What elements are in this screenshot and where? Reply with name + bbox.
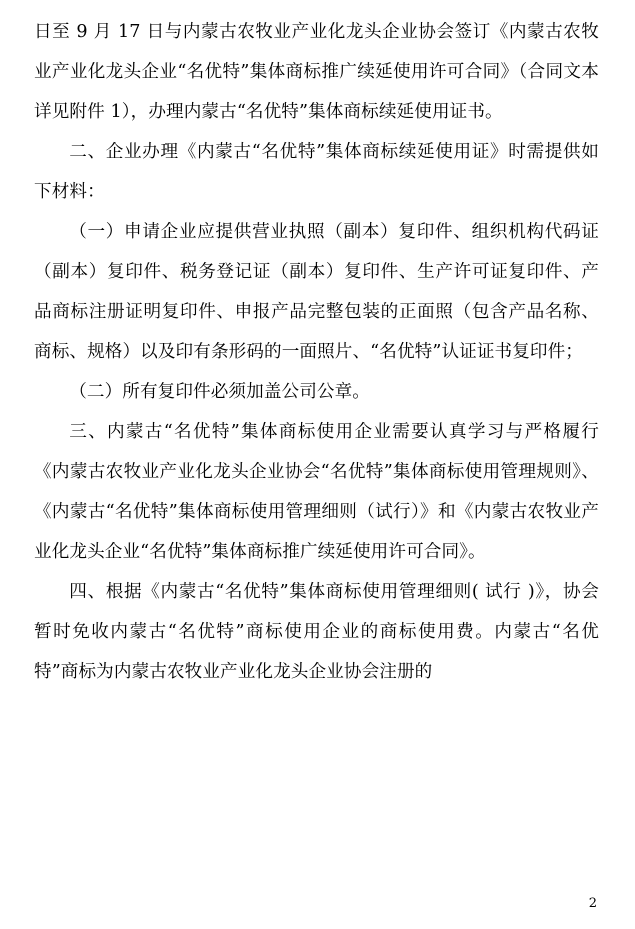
paragraph: 四、根据《内蒙古“名优特”集体商标使用管理细则( 试行 )》，协会暂时免收内蒙古“名优特”商标使用企业的商标使用费。内蒙古“名优特”商标为内蒙古农牧业产业化龙头企业协会注册的 [34, 582, 599, 682]
document-body [34, 12, 599, 692]
paragraph: （一）申请企业应提供营业执照（副本）复印件、组织机构代码证（副本）复印件、税务登记证（副本）复印件、生产许可证复印件、产品商标注册证明复印件、申报产品完整包装的正面照（包含产品名称、商标、规格）以及印有条形码的一面照片、“名优特”认证证书复印件； [34, 222, 599, 362]
paragraph: 三、内蒙古“名优特”集体商标使用企业需要认真学习与严格履行《内蒙古农牧业产业化龙头企业协会“名优特”集体商标使用管理规则》、《内蒙古“名优特”集体商标使用管理细则（试行）》和《内蒙古农牧业产业化龙头企业“名优特”集体商标推广续延使用许可合同》。 [34, 422, 599, 562]
paragraph: 日至 9 月 17 日与内蒙古农牧业产业化龙头企业协会签订《内蒙古农牧业产业化龙头企业“名优特”集体商标推广续延使用许可合同》（合同文本详见附件 1），办理内蒙古“名优特”集体商标续延使用证书。 [34, 22, 599, 122]
paragraph: 二、企业办理《内蒙古“名优特”集体商标续延使用证》时需提供如下材料： [34, 142, 599, 202]
paragraph: （二）所有复印件必须加盖公司公章。 [69, 382, 370, 402]
page-number: 2 [588, 896, 597, 911]
